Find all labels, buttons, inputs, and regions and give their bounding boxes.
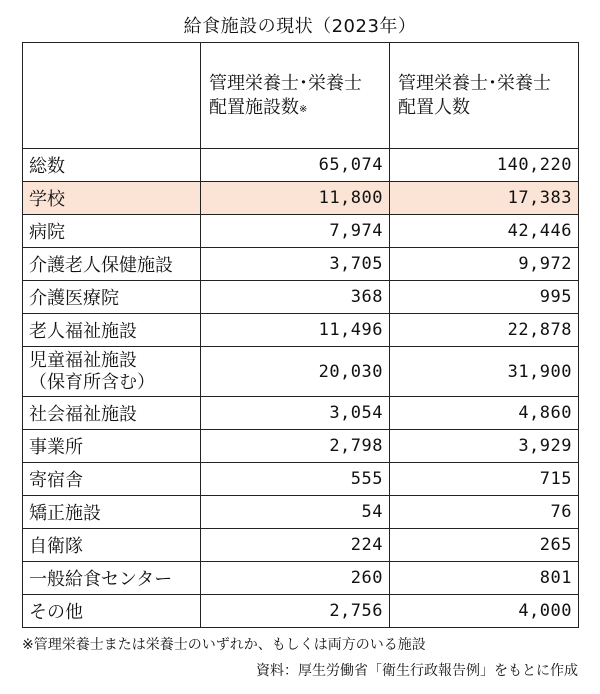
row-label-text: 老人福祉施設	[29, 321, 137, 342]
row-label-text: 総数	[29, 156, 65, 177]
row-label	[23, 248, 201, 281]
table-row	[23, 430, 579, 463]
table-row	[23, 215, 579, 248]
header-staff-line2: 配置人数	[398, 96, 470, 118]
staff-value: 995	[390, 281, 579, 314]
header-staff	[390, 43, 579, 149]
table-row	[23, 347, 579, 397]
table-row	[23, 496, 579, 529]
staff-value: 3,929	[390, 430, 579, 463]
facilities-value: 224	[201, 529, 390, 562]
footnote: ※管理栄養士または栄養士のいずれか、もしくは両方のいる施設	[22, 637, 426, 653]
staff-value: 31,900	[390, 347, 579, 397]
staff-value: 265	[390, 529, 579, 562]
facilities-value: 7,974	[201, 215, 390, 248]
row-label-text: 病院	[29, 222, 65, 243]
row-label	[23, 463, 201, 496]
row-label	[23, 314, 201, 347]
header-facilities-line1: 管理栄養士･栄養士	[209, 72, 362, 94]
source-note: 資料：厚生労働省「衛生行政報告例」をもとに作成	[256, 663, 578, 679]
table-row	[23, 529, 579, 562]
facilities-value: 11,800	[201, 182, 390, 215]
page-title: 給食施設の現状（2023年）	[183, 16, 417, 37]
table-row	[23, 397, 579, 430]
facilities-value: 11,496	[201, 314, 390, 347]
staff-value: 42,446	[390, 215, 579, 248]
facilities-value: 368	[201, 281, 390, 314]
row-label	[23, 562, 201, 595]
facilities-value: 3,705	[201, 248, 390, 281]
facilities-value: 260	[201, 562, 390, 595]
row-label	[23, 149, 201, 182]
row-label	[23, 347, 201, 397]
header-staff-line1: 管理栄養士･栄養士	[398, 72, 551, 94]
staff-value: 801	[390, 562, 579, 595]
row-label	[23, 430, 201, 463]
facilities-value: 2,798	[201, 430, 390, 463]
table-row	[23, 248, 579, 281]
row-label	[23, 281, 201, 314]
facilities-value: 54	[201, 496, 390, 529]
table-header-row	[23, 43, 579, 149]
facilities-value: 555	[201, 463, 390, 496]
row-label-text: 事業所	[29, 437, 83, 458]
row-label-text: その他	[29, 602, 83, 623]
facilities-value: 65,074	[201, 149, 390, 182]
staff-value: 22,878	[390, 314, 579, 347]
row-label-text: 寄宿舎	[29, 470, 83, 491]
staff-value: 76	[390, 496, 579, 529]
table-row	[23, 281, 579, 314]
staff-value: 4,000	[390, 595, 579, 628]
facilities-value: 2,756	[201, 595, 390, 628]
row-label-text: 自衛隊	[29, 536, 83, 557]
facilities-value: 3,054	[201, 397, 390, 430]
header-facilities-line2: 配置施設数	[209, 96, 299, 118]
staff-value: 4,860	[390, 397, 579, 430]
footnote-mark: ※	[299, 103, 308, 115]
staff-value: 9,972	[390, 248, 579, 281]
row-label-text: 学校	[29, 189, 65, 210]
staff-value: 140,220	[390, 149, 579, 182]
table-row	[23, 562, 579, 595]
row-label-text: 介護医療院	[29, 288, 119, 309]
facilities-value: 20,030	[201, 347, 390, 397]
staff-value: 17,383	[390, 182, 579, 215]
row-label	[23, 529, 201, 562]
header-facilities	[201, 43, 390, 149]
row-label	[23, 215, 201, 248]
row-label-text: 児童福祉施設	[29, 349, 137, 371]
table-row	[23, 314, 579, 347]
table-row	[23, 149, 579, 182]
row-label-text: 一般給食センター	[29, 569, 173, 590]
row-label	[23, 595, 201, 628]
row-label-text: 社会福祉施設	[29, 404, 137, 425]
row-label-sub: （保育所含む）	[29, 371, 155, 393]
header-empty-cell	[23, 43, 201, 149]
row-label	[23, 496, 201, 529]
staff-value: 715	[390, 463, 579, 496]
row-label	[23, 182, 201, 215]
table-row	[23, 182, 579, 215]
table-row	[23, 595, 579, 628]
facility-table	[22, 42, 579, 628]
row-label-text: 介護老人保健施設	[29, 255, 173, 276]
row-label	[23, 397, 201, 430]
table-row	[23, 463, 579, 496]
row-label-text: 矯正施設	[29, 503, 101, 524]
